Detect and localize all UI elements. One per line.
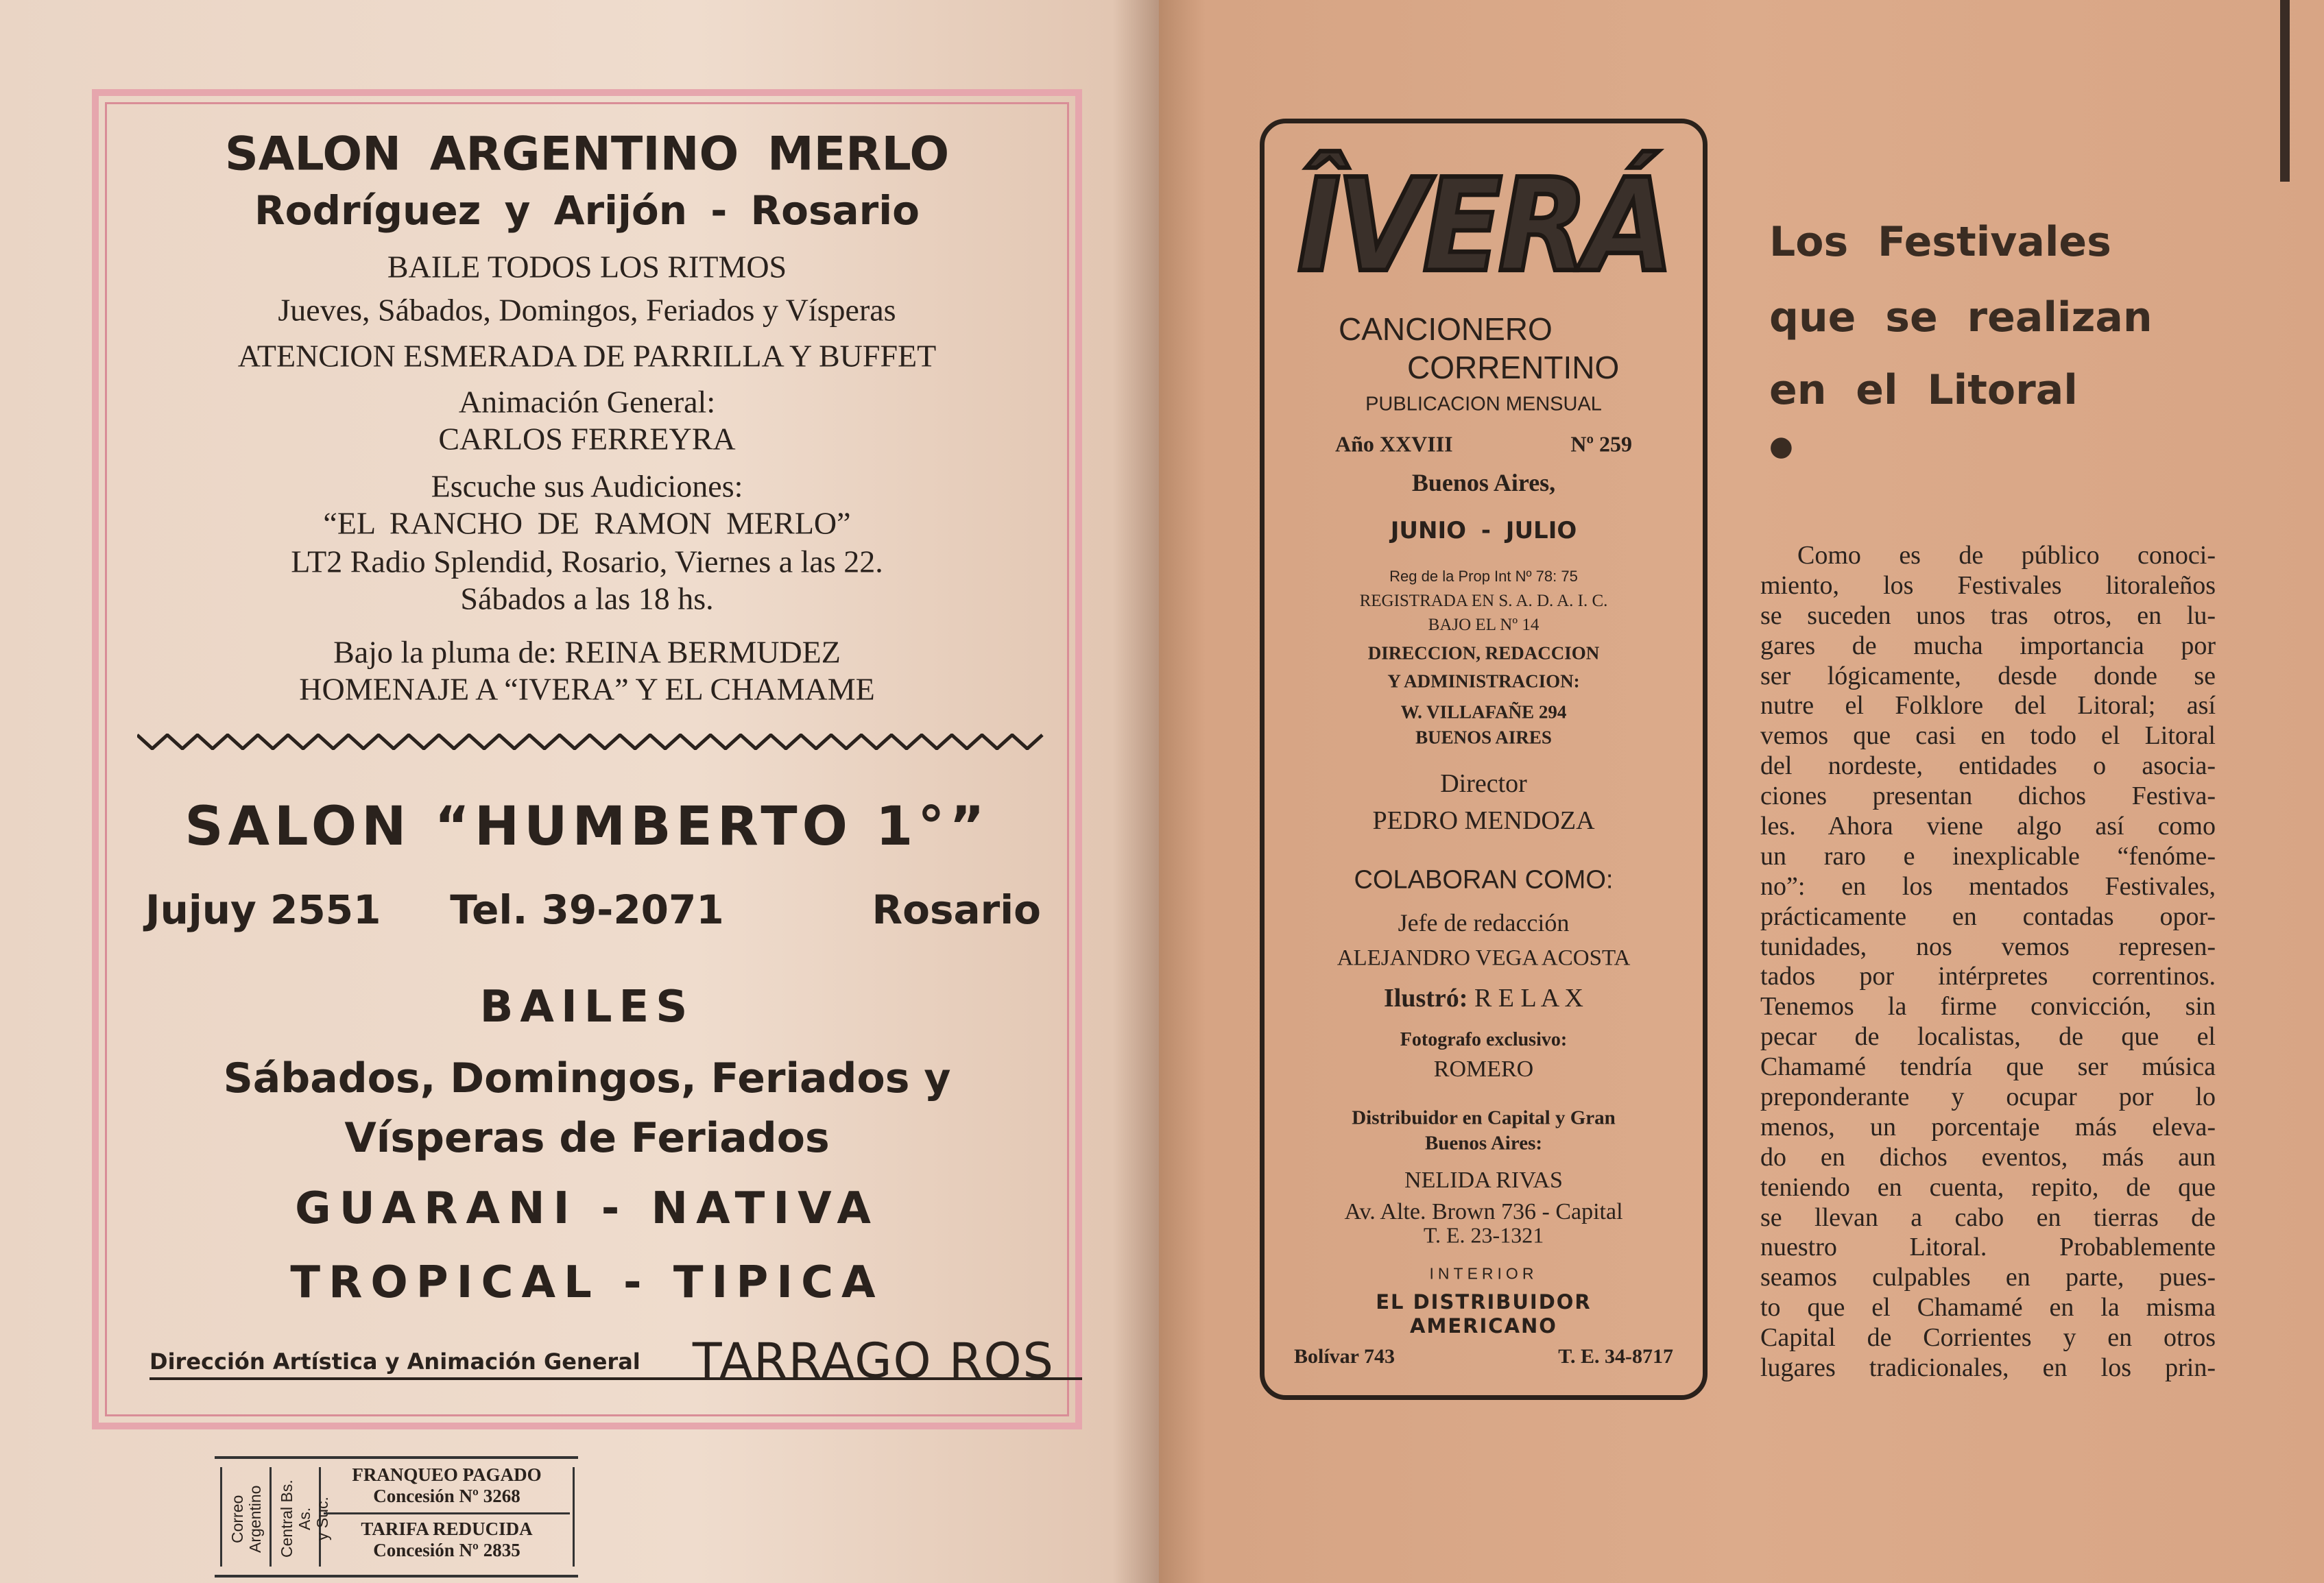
ivera-logo: ÎVERÁ — [1297, 152, 1670, 301]
article-line: vemos que casi en todo el Litoral — [1760, 721, 2216, 751]
article-line: prácticamente en contadas opor- — [1760, 902, 2216, 931]
article-line: Capital de Corrientes y en otros — [1760, 1323, 2216, 1353]
director-name: PEDRO MENDOZA — [1372, 806, 1595, 835]
ad-city: Rosario — [872, 886, 1041, 933]
interior-address: Bolívar 743 — [1294, 1345, 1395, 1368]
ad-line: BAILE TODOS LOS RITMOS — [387, 249, 787, 285]
article-line: to que el Chamamé en la misma — [1760, 1293, 2216, 1322]
ad-address: Jujuy 2551 — [145, 886, 381, 933]
masthead-number: Nº 259 — [1570, 431, 1632, 457]
postage-info: FRANQUEO PAGADO Concesión Nº 3268 TARIFA REDUCIDA Concesión Nº 2835 — [321, 1464, 573, 1561]
article-line: tunidades, nos vemos represen- — [1760, 932, 2216, 961]
article-line: Chamamé tendría que ser música — [1760, 1052, 2216, 1082]
ad-line: Bajo la pluma de: REINA BERMUDEZ — [333, 634, 841, 670]
jefe-label: Jefe de redacción — [1398, 909, 1570, 936]
masthead-year: Año XXVIII — [1335, 431, 1453, 457]
foto-label: Fotografo exclusivo: — [1400, 1029, 1568, 1050]
masthead-bajo: BAJO EL Nº 14 — [1428, 616, 1540, 634]
ilustro-line: Ilustró: R E L A X — [1383, 984, 1583, 1013]
masthead-months: JUNIO - JULIO — [1390, 517, 1577, 544]
ad-line: LT2 Radio Splendid, Rosario, Viernes a las 22. — [291, 544, 883, 579]
article-line: tados por intérpretes correntinos. — [1760, 962, 2216, 991]
dist-name: NELIDA RIVAS — [1404, 1168, 1563, 1193]
ad-title: SALON “HUMBERTO 1°” — [184, 796, 990, 858]
masthead-city: Buenos Aires, — [1411, 469, 1556, 496]
foto-name: ROMERO — [1433, 1056, 1534, 1082]
article-line: pecar de localistas, de que el — [1760, 1022, 2216, 1052]
article-line: seamos culpables en parte, pues- — [1760, 1263, 2216, 1292]
article-body — [1760, 541, 2216, 1383]
article-line: Tenemos la firme convicción, sin — [1760, 992, 2216, 1022]
article-line: Como es de público conoci- — [1797, 541, 2216, 570]
masthead-publicacion: PUBLICACION MENSUAL — [1365, 393, 1602, 415]
article-line: se suceden unos tras otros, en lu- — [1760, 601, 2216, 630]
masthead-cancionero: CANCIONERO — [1339, 311, 1553, 347]
ad-days: Sábados, Domingos, Feriados y — [223, 1054, 951, 1102]
bullet-icon: ● — [1769, 431, 1793, 462]
page-edge — [2280, 0, 2290, 182]
masthead-admin: Y ADMINISTRACION: — [1387, 670, 1580, 692]
interior-dist: EL DISTRIBUIDOR — [1376, 1290, 1592, 1314]
article-line: nutre el Folklore del Litoral; así — [1760, 691, 2216, 721]
ad-line: HOMENAJE A “IVERA” Y EL CHAMAME — [299, 671, 875, 707]
article-line: teniendo en cuenta, repito, de que — [1760, 1172, 2216, 1202]
article-line: lugares tradicionales, en los prin- — [1760, 1353, 2216, 1383]
article-line: gares de mucha importancia por — [1760, 631, 2216, 660]
article-line: no”: en los mentados Festivales, — [1760, 871, 2216, 901]
article-line: les. Ahora viene algo así como — [1760, 812, 2216, 841]
interior-tel: T. E. 34-8717 — [1558, 1345, 1673, 1368]
ad-title: SALON ARGENTINO MERLO — [224, 127, 950, 182]
dist-address: Av. Alte. Brown 736 - Capital — [1344, 1199, 1623, 1224]
masthead-registrada: REGISTRADA EN S. A. D. A. I. C. — [1359, 592, 1608, 610]
article-line: do en dichos eventos, más aun — [1760, 1142, 2216, 1172]
ad-line: Animación General: — [458, 384, 716, 420]
article-line: menos, un porcentaje más eleva- — [1760, 1112, 2216, 1141]
dist-label: Buenos Aires: — [1424, 1132, 1543, 1155]
director-label: Director — [1440, 769, 1527, 798]
article-line: se llevan a cabo en tierras de — [1760, 1203, 2216, 1232]
article-line: miento, los Festivales litoraleños — [1760, 570, 2216, 600]
ad-bailes: BAILES — [479, 982, 695, 1032]
jefe-name: ALEJANDRO VEGA ACOSTA — [1337, 945, 1631, 971]
article-title-line: Los Festivales — [1769, 218, 2111, 266]
ad-subtitle: Rodríguez y Arijón - Rosario — [254, 187, 920, 234]
ad-line: Escuche sus Audiciones: — [431, 468, 743, 504]
salon-humberto-ad — [92, 0, 1082, 1440]
article-line: ser lógicamente, desde donde se — [1760, 661, 2216, 690]
ad-direction-label: Dirección Artística y Animación General — [149, 1349, 1082, 1380]
article-title-line: que se realizan — [1769, 293, 2153, 341]
dist-label: Distribuidor en Capital y Gran — [1352, 1107, 1616, 1129]
article-line: un raro e inexplicable “fenóme- — [1760, 841, 2216, 871]
interior-label: INTERIOR — [1429, 1264, 1538, 1283]
article-line: del nordeste, entidades o asocia- — [1760, 751, 2216, 781]
masthead — [1260, 0, 1708, 1440]
ad-line: “EL RANCHO DE RAMON MERLO” — [323, 505, 851, 541]
ad-line: Jueves, Sábados, Domingos, Feriados y Vísperas — [278, 292, 896, 328]
article-title-line: en el Litoral — [1769, 366, 2078, 414]
masthead-address-city: BUENOS AIRES — [1415, 727, 1552, 748]
article-line: preponderante y ocupar por lo — [1760, 1083, 2216, 1112]
postage-stamp — [215, 1456, 578, 1578]
article-line: nuestro Litoral. Probablemente — [1760, 1233, 2216, 1262]
left-page — [0, 0, 1159, 1583]
postage-central: Central Bs. As. y Suc. — [278, 1479, 331, 1558]
dist-tel: T. E. 23-1321 — [1423, 1222, 1544, 1248]
ad-genres: TROPICAL - TIPICA — [290, 1257, 884, 1308]
ad-genres: GUARANI - NATIVA — [295, 1183, 879, 1234]
interior-dist: AMERICANO — [1410, 1314, 1557, 1338]
article-line: ciones presentan dichos Festiva- — [1760, 782, 2216, 811]
colaboran-label: COLABORAN COMO: — [1354, 865, 1614, 895]
ad-line: Sábados a las 18 hs. — [460, 581, 714, 616]
ad-line: ATENCION ESMERADA DE PARRILLA Y BUFFET — [237, 338, 937, 374]
masthead-direccion: DIRECCION, REDACCION — [1367, 642, 1600, 664]
masthead-address: W. VILLAFAÑE 294 — [1400, 701, 1567, 723]
ad-phone: Tel. 39-2071 — [450, 886, 724, 933]
ad-director: TARRAGO ROS — [692, 1333, 1055, 1389]
masthead-correntino: CORRENTINO — [1407, 350, 1620, 385]
ad-days: Vísperas de Feriados — [344, 1114, 830, 1162]
masthead-reg: Reg de la Prop Int Nº 78: 75 — [1389, 568, 1578, 585]
ad-line: CARLOS FERREYRA — [438, 421, 736, 457]
postage-correo: Correo Argentino — [228, 1485, 264, 1553]
